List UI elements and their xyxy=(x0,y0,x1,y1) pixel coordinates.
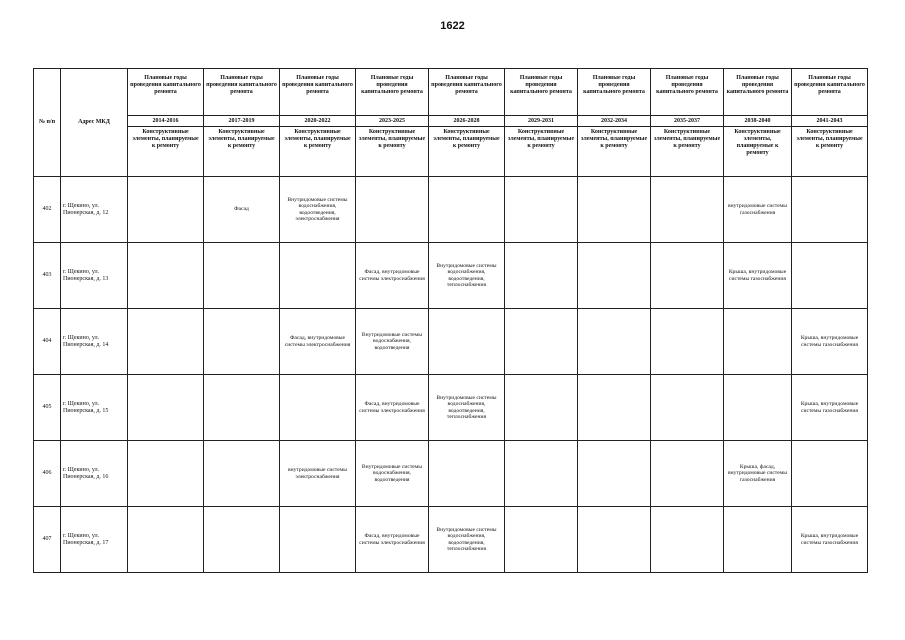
period-years-header: 2017-2019 xyxy=(204,116,280,127)
repair-elements-cell: внутридомовые системы электроснабжения xyxy=(280,441,356,507)
repair-elements-cell: Фасад xyxy=(204,177,280,243)
repair-elements-cell xyxy=(651,507,724,573)
capital-repair-table xyxy=(33,68,868,573)
repair-elements-cell: Внутридомовые системы водоснабжения, водоотведения xyxy=(356,441,429,507)
repair-elements-cell xyxy=(280,375,356,441)
period-title-header: Плановые годы проведения капитального ремонта xyxy=(505,69,578,116)
repair-elements-cell xyxy=(356,177,429,243)
repair-elements-cell: Внутридомовые системы водоснабжения, водоотведения, электроснабжения xyxy=(280,177,356,243)
repair-elements-cell xyxy=(505,375,578,441)
row-address: г. Щекино, ул. Пионерская, д. 13 xyxy=(61,243,128,309)
repair-elements-cell xyxy=(651,309,724,375)
table-row xyxy=(34,507,868,573)
repair-elements-cell xyxy=(792,177,868,243)
repair-elements-cell xyxy=(128,375,204,441)
repair-elements-cell xyxy=(651,177,724,243)
elements-header: Конструктивные элементы, планируемые к ремонту xyxy=(280,127,356,177)
elements-header: Конструктивные элементы, планируемые к ремонту xyxy=(651,127,724,177)
repair-elements-cell xyxy=(429,441,505,507)
period-title-header: Плановые годы проведения капитального ремонта xyxy=(429,69,505,116)
table-row xyxy=(34,177,868,243)
header-row-periods xyxy=(34,116,868,127)
repair-elements-cell: Крыша, фасад, внутридомовые системы газоснабжения xyxy=(724,441,792,507)
period-title-header: Плановые годы проведения капитального ремонта xyxy=(204,69,280,116)
row-number: 407 xyxy=(34,507,61,573)
repair-elements-cell xyxy=(128,243,204,309)
num-header: № п/п xyxy=(34,69,61,177)
repair-elements-cell xyxy=(505,243,578,309)
repair-elements-cell xyxy=(578,375,651,441)
repair-elements-cell: Крыша, внутридомовые системы газоснабжения xyxy=(724,243,792,309)
period-years-header: 2032-2034 xyxy=(578,116,651,127)
repair-elements-cell: Крыша, внутридомовые системы газоснабжения xyxy=(792,507,868,573)
period-years-header: 2041-2043 xyxy=(792,116,868,127)
repair-elements-cell xyxy=(280,507,356,573)
header-row-titles xyxy=(34,69,868,116)
row-number: 403 xyxy=(34,243,61,309)
period-years-header: 2014-2016 xyxy=(128,116,204,127)
period-title-header: Плановые годы проведения капитального ремонта xyxy=(280,69,356,116)
repair-elements-cell: Фасад, внутридомовые системы электроснабжения xyxy=(356,243,429,309)
repair-elements-cell xyxy=(724,309,792,375)
elements-header: Конструктивные элементы, планируемые к ремонту xyxy=(505,127,578,177)
period-years-header: 2026-2028 xyxy=(429,116,505,127)
repair-elements-cell xyxy=(792,243,868,309)
repair-elements-cell xyxy=(578,507,651,573)
row-number: 404 xyxy=(34,309,61,375)
repair-elements-cell xyxy=(505,441,578,507)
repair-elements-cell xyxy=(505,177,578,243)
period-title-header: Плановые годы проведения капитального ремонта xyxy=(578,69,651,116)
repair-elements-cell xyxy=(429,309,505,375)
repair-elements-cell xyxy=(724,375,792,441)
period-years-header: 2035-2037 xyxy=(651,116,724,127)
elements-header: Конструктивные элементы, планируемые к ремонту xyxy=(792,127,868,177)
repair-elements-cell xyxy=(204,507,280,573)
address-header: Адрес МКД xyxy=(61,69,128,177)
row-address: г. Щекино, ул. Пионерская, д. 17 xyxy=(61,507,128,573)
repair-elements-cell xyxy=(280,243,356,309)
repair-elements-cell xyxy=(429,177,505,243)
elements-header: Конструктивные элементы, планируемые к ремонту xyxy=(356,127,429,177)
repair-elements-cell xyxy=(578,243,651,309)
period-title-header: Плановые годы проведения капитального ремонта xyxy=(356,69,429,116)
repair-elements-cell xyxy=(505,309,578,375)
row-address: г. Щекино, ул. Пионерская, д. 14 xyxy=(61,309,128,375)
table-row xyxy=(34,441,868,507)
header-row-elements xyxy=(34,127,868,177)
repair-elements-cell xyxy=(651,441,724,507)
repair-elements-cell: Крыша, внутридомовые системы газоснабжения xyxy=(792,309,868,375)
repair-elements-cell xyxy=(204,375,280,441)
repair-elements-cell: внутридомовые системы газоснабжения xyxy=(724,177,792,243)
repair-elements-cell xyxy=(128,441,204,507)
repair-elements-cell xyxy=(128,309,204,375)
repair-elements-cell xyxy=(128,507,204,573)
repair-elements-cell xyxy=(651,243,724,309)
period-years-header: 2020-2022 xyxy=(280,116,356,127)
repair-elements-cell xyxy=(792,441,868,507)
row-address: г. Щекино, ул. Пионерская, д. 16 xyxy=(61,441,128,507)
repair-elements-cell xyxy=(204,243,280,309)
repair-elements-cell xyxy=(204,309,280,375)
repair-elements-cell: Внутридомовые системы водоснабжения, водоотведения xyxy=(356,309,429,375)
period-title-header: Плановые годы проведения капитального ремонта xyxy=(651,69,724,116)
period-years-header: 2038-2040 xyxy=(724,116,792,127)
table-body xyxy=(34,177,868,573)
repair-elements-cell xyxy=(128,177,204,243)
repair-elements-cell: Внутридомовые системы водоснабжения, водоотведения, теплоснабжения xyxy=(429,243,505,309)
repair-elements-cell: Внутридомовые системы водоснабжения, водоотведения, теплоснабжения xyxy=(429,507,505,573)
period-title-header: Плановые годы проведения капитального ремонта xyxy=(128,69,204,116)
repair-elements-cell: Внутридомовые системы водоснабжения, водоотведения, теплоснабжения xyxy=(429,375,505,441)
elements-header: Конструктивные элементы, планируемые к ремонту xyxy=(578,127,651,177)
repair-elements-cell: Крыша, внутридомовые системы газоснабжения xyxy=(792,375,868,441)
repair-elements-cell xyxy=(651,375,724,441)
elements-header: Конструктивные элементы, планируемые к ремонту xyxy=(429,127,505,177)
page-number: 1622 xyxy=(440,20,465,32)
row-number: 405 xyxy=(34,375,61,441)
repair-elements-cell xyxy=(204,441,280,507)
repair-elements-cell: Фасад, внутридомовые системы электроснабжения xyxy=(356,375,429,441)
repair-elements-cell: Фасад, внутридомовые системы электроснабжения xyxy=(280,309,356,375)
repair-elements-cell xyxy=(578,441,651,507)
period-years-header: 2029-2031 xyxy=(505,116,578,127)
table-row xyxy=(34,243,868,309)
row-number: 406 xyxy=(34,441,61,507)
elements-header: Конструктивные элементы, планируемые к ремонту xyxy=(128,127,204,177)
repair-elements-cell xyxy=(505,507,578,573)
repair-elements-cell xyxy=(578,177,651,243)
period-title-header: Плановые годы проведения капитального ремонта xyxy=(724,69,792,116)
repair-elements-cell: Фасад, внутридомовые системы электроснабжения xyxy=(356,507,429,573)
elements-header: Конструктивные элементы, планируемые к ремонту xyxy=(724,127,792,177)
table-row xyxy=(34,309,868,375)
table-row xyxy=(34,375,868,441)
period-years-header: 2023-2025 xyxy=(356,116,429,127)
row-number: 402 xyxy=(34,177,61,243)
row-address: г. Щекино, ул. Пионерская, д. 15 xyxy=(61,375,128,441)
period-title-header: Плановые годы проведения капитального ремонта xyxy=(792,69,868,116)
repair-elements-cell xyxy=(724,507,792,573)
row-address: г. Щекино, ул. Пионерская, д. 12 xyxy=(61,177,128,243)
repair-elements-cell xyxy=(578,309,651,375)
elements-header: Конструктивные элементы, планируемые к ремонту xyxy=(204,127,280,177)
